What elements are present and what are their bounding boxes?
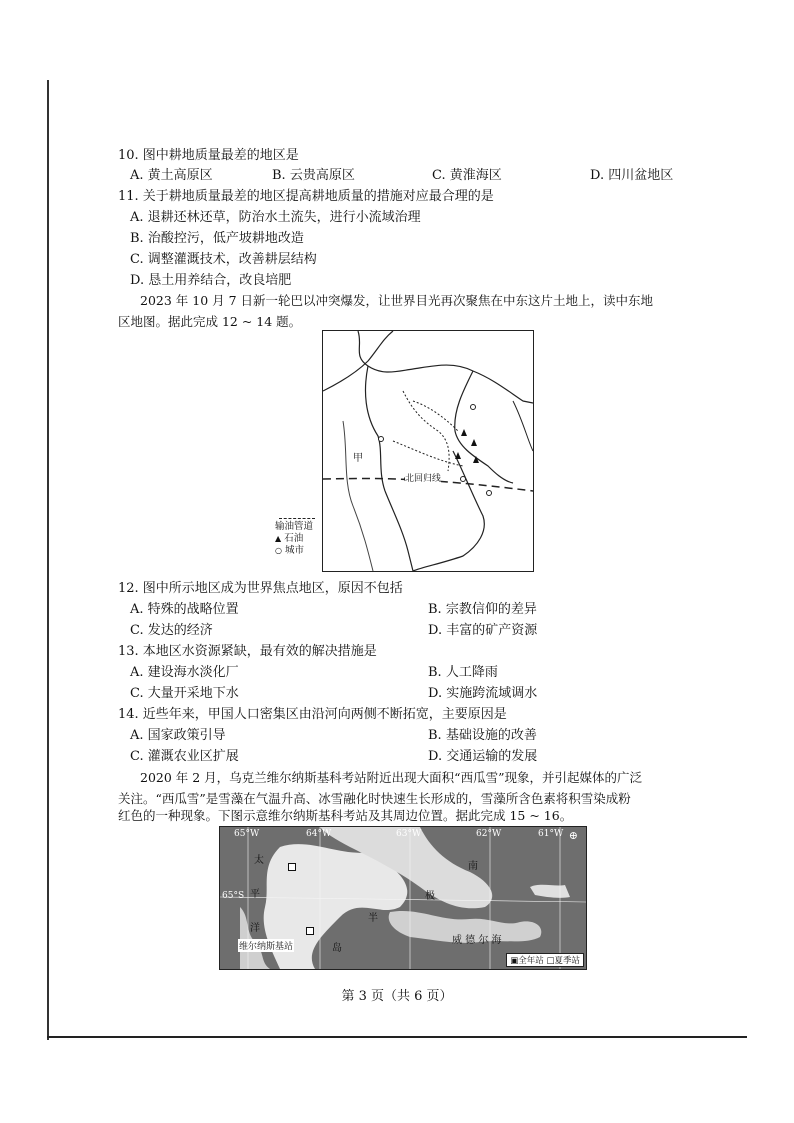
q12-option-d[interactable]: D. 丰富的矿产资源	[428, 623, 538, 638]
label-vernadsky-station: 维尔纳斯基站	[238, 939, 294, 952]
intro1-line2: 区地图。据此完成 12 ~ 14 题。	[118, 314, 302, 329]
label-dao: 岛	[332, 943, 342, 954]
q13-option-a[interactable]: A. 建设海水淡化厂	[130, 665, 239, 680]
antarctic-peninsula-map	[219, 826, 587, 970]
label-yang: 洋	[250, 923, 260, 934]
q13-stem: 13. 本地区水资源紧缺，最有效的解决措施是	[118, 644, 377, 659]
q12-stem: 12. 图中所示地区成为世界焦点地区，原因不包括	[118, 581, 403, 596]
q13-option-b[interactable]: B. 人工降雨	[428, 665, 498, 680]
legend-summer: 夏季站	[554, 956, 580, 966]
legend-oil: 石油	[284, 533, 304, 544]
label-tropic-of-cancer: 北回归线	[405, 471, 441, 484]
q11-stem: 11. 关于耕地质量最差的地区提高耕地质量的措施对应最合理的是	[118, 189, 494, 204]
q11-option-c[interactable]: C. 调整灌溉技术，改善耕层结构	[130, 252, 317, 267]
q10-option-b[interactable]: B. 云贵高原区	[272, 168, 355, 183]
q12-option-a[interactable]: A. 特殊的战略位置	[130, 602, 239, 617]
lon-65w: 65°W	[234, 829, 260, 839]
intro1-line1: 2023 年 10 月 7 日新一轮巴以冲突爆发，让世界目光再次聚焦在中东这片土地上，读中东地	[140, 293, 654, 308]
label-weddell-sea: 威 德 尔 海	[452, 935, 502, 946]
scan-edge-line	[47, 80, 49, 1040]
intro2-line1: 2020 年 2 月，乌克兰维尔纳斯基科考站附近出现大面积“西瓜雪”现象，并引起媒体的广泛	[140, 770, 642, 785]
label-nan: 南	[468, 861, 478, 872]
q10-option-a[interactable]: A. 黄土高原区	[130, 168, 213, 183]
label-ping: 平	[250, 889, 260, 900]
page-footer: 第 3 页（共 6 页）	[341, 989, 453, 1004]
lon-64w: 64°W	[306, 829, 332, 839]
q13-option-c[interactable]: C. 大量开采地下水	[130, 686, 239, 701]
lon-61w: 61°W	[538, 829, 564, 839]
intro2-line3: 红色的一种现象。下图示意维尔纳斯基科考站及其周边位置。据此完成 15 ~ 16。	[118, 808, 573, 823]
label-ban: 半	[368, 913, 378, 924]
oil-icon: ▲	[275, 534, 282, 543]
q14-option-b[interactable]: B. 基础设施的改善	[428, 728, 537, 743]
pipeline-legend-line	[279, 518, 315, 519]
label-tai: 太	[254, 855, 264, 866]
map2-legend	[506, 953, 584, 967]
city-icon: ○	[275, 546, 282, 555]
vernadsky-station-marker	[306, 927, 314, 935]
legend-city: 城市	[285, 545, 305, 556]
middle-east-map	[322, 330, 534, 572]
q14-option-c[interactable]: C. 灌溉农业区扩展	[130, 749, 239, 764]
lon-63w: 63°W	[396, 829, 422, 839]
q10-option-c[interactable]: C. 黄淮海区	[432, 168, 502, 183]
q11-option-a[interactable]: A. 退耕还林还草，防治水土流失，进行小流域治理	[130, 210, 421, 225]
lon-62w: 62°W	[476, 829, 502, 839]
q10-stem: 10. 图中耕地质量最差的地区是	[118, 148, 299, 163]
q14-stem: 14. 近些年来，甲国人口密集区由沿河向两侧不断拓宽，主要原因是	[118, 707, 507, 722]
q14-option-d[interactable]: D. 交通运输的发展	[428, 749, 538, 764]
q12-option-b[interactable]: B. 宗教信仰的差异	[428, 602, 537, 617]
q11-option-d[interactable]: D. 恳土用养结合，改良培肥	[130, 273, 292, 288]
intro2-line2: 关注。“西瓜雪”是雪藻在气温升高、冰雪融化时快速生长形成的，雪藻所含色素将积雪染成粉	[118, 791, 631, 806]
q12-option-c[interactable]: C. 发达的经济	[130, 623, 213, 638]
map1-legend	[275, 518, 327, 557]
year-round-station-icon: ▣	[510, 956, 519, 966]
label-country-jia: 甲	[353, 453, 363, 464]
q14-option-a[interactable]: A. 国家政策引导	[130, 728, 226, 743]
label-ji: 极	[425, 891, 435, 902]
summer-station-icon: □	[546, 956, 555, 966]
lat-65s: 65°S	[222, 891, 245, 901]
q11-option-b[interactable]: B. 治酸控污，低产坡耕地改造	[130, 231, 304, 246]
summer-station-marker	[288, 863, 296, 871]
compass-icon: ⊕	[568, 829, 578, 842]
legend-year-round: 全年站	[518, 956, 544, 966]
legend-pipeline: 输油管道	[275, 521, 314, 532]
q13-option-d[interactable]: D. 实施跨流域调水	[428, 686, 538, 701]
bottom-rule	[47, 1036, 747, 1038]
q10-option-d[interactable]: D. 四川盆地区	[590, 168, 674, 183]
